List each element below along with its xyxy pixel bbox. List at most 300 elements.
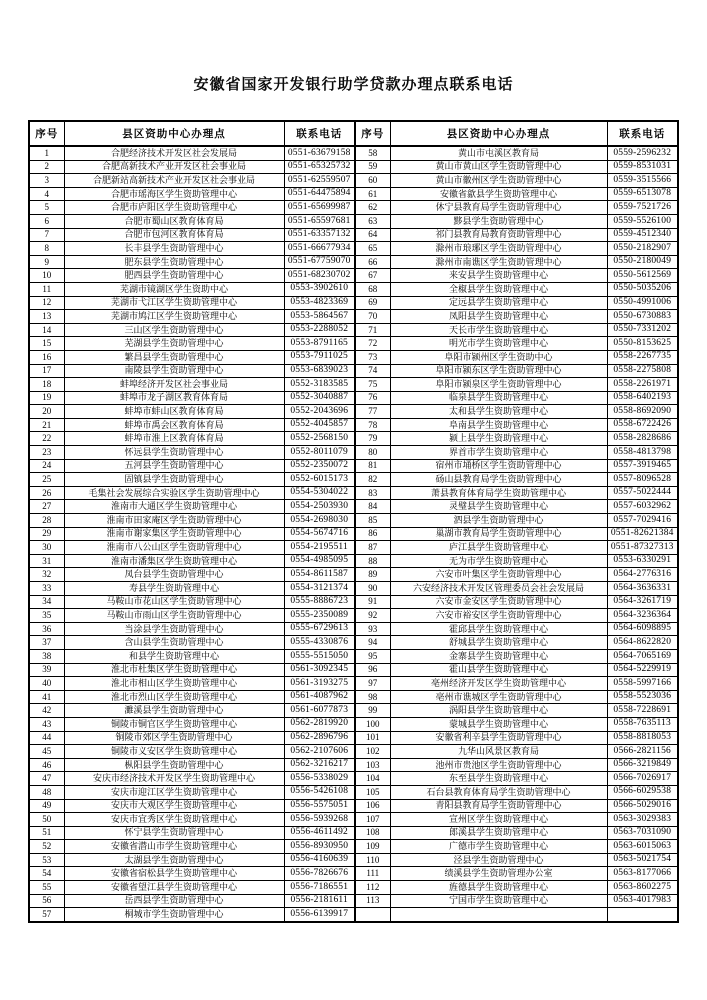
row-number-cell: 76 — [355, 391, 390, 405]
phone-number-cell: 0557-6032962 — [607, 500, 678, 514]
phone-number-cell: 0554-5304022 — [284, 486, 355, 500]
phone-number-cell: 0558-7228691 — [607, 704, 678, 718]
row-number-cell: 16 — [29, 350, 64, 364]
row-number-cell: 55 — [29, 881, 64, 895]
office-name-cell: 黟县学生资助管理中心 — [390, 214, 607, 228]
phone-number-cell: 0564-3261719 — [607, 595, 678, 609]
office-name-cell: 霍山县学生资助管理中心 — [390, 663, 607, 677]
phone-number-cell: 0550-8153625 — [607, 337, 678, 351]
table-row — [29, 310, 678, 324]
row-number-cell: 63 — [355, 214, 390, 228]
row-number-cell: 62 — [355, 201, 390, 215]
phone-number-cell: 0562-2819920 — [284, 717, 355, 731]
phone-number-cell: 0566-5029016 — [607, 799, 678, 813]
office-name-cell: 界首市学生资助管理中心 — [390, 446, 607, 460]
row-number-cell: 20 — [29, 405, 64, 419]
office-name-cell: 安庆市大观区学生资助管理中心 — [64, 799, 284, 813]
table-row — [29, 609, 678, 623]
row-number-cell: 15 — [29, 337, 64, 351]
table-row — [29, 282, 678, 296]
office-name-cell: 旌德县学生资助管理中心 — [390, 881, 607, 895]
office-name-cell: 淮南市谢家集区学生资助管理中心 — [64, 527, 284, 541]
office-name-cell: 颍上县学生资助管理中心 — [390, 432, 607, 446]
phone-number-cell: 0551-64475894 — [284, 187, 355, 201]
row-number-cell: 71 — [355, 323, 390, 337]
row-number-cell: 89 — [355, 568, 390, 582]
phone-number-cell: 0556-4611492 — [284, 826, 355, 840]
row-number-cell: 95 — [355, 649, 390, 663]
table-row — [29, 731, 678, 745]
phone-number-cell: 0564-7065169 — [607, 649, 678, 663]
row-number-cell: 99 — [355, 704, 390, 718]
row-number-cell — [355, 908, 390, 922]
table-row — [29, 704, 678, 718]
phone-number-cell: 0563-8602275 — [607, 881, 678, 895]
office-name-cell: 黄山市屯溪区教育局 — [390, 146, 607, 160]
phone-number-cell: 0550-2182907 — [607, 242, 678, 256]
phone-number-cell: 0552-8011079 — [284, 446, 355, 460]
office-name-cell: 淮南市田家庵区学生资助管理中心 — [64, 514, 284, 528]
office-name-cell: 五河县学生资助管理中心 — [64, 459, 284, 473]
row-number-cell: 52 — [29, 840, 64, 854]
table-row — [29, 772, 678, 786]
row-number-cell: 34 — [29, 595, 64, 609]
row-number-cell: 73 — [355, 350, 390, 364]
phone-number-cell: 0554-5674716 — [284, 527, 355, 541]
phone-number-cell: 0551-65699987 — [284, 201, 355, 215]
row-number-cell: 108 — [355, 826, 390, 840]
office-name-cell: 广德市学生资助管理中心 — [390, 840, 607, 854]
office-name-cell: 芜湖市弋江区学生资助管理中心 — [64, 296, 284, 310]
table-row — [29, 228, 678, 242]
phone-number-cell: 0558-4813798 — [607, 446, 678, 460]
phone-number-cell: 0556-4160639 — [284, 853, 355, 867]
row-number-cell: 1 — [29, 146, 64, 160]
table-row — [29, 840, 678, 854]
office-name-cell: 安徽省望江县学生资助管理中心 — [64, 881, 284, 895]
table-row — [29, 527, 678, 541]
row-number-cell: 3 — [29, 174, 64, 188]
row-number-cell: 22 — [29, 432, 64, 446]
phone-number-cell: 0566-7026917 — [607, 772, 678, 786]
table-row — [29, 160, 678, 174]
table-row — [29, 881, 678, 895]
phone-number-cell: 0566-3219849 — [607, 758, 678, 772]
page-title: 安徽省国家开发银行助学贷款办理点联系电话 — [193, 76, 514, 93]
row-number-cell: 7 — [29, 228, 64, 242]
table-row — [29, 622, 678, 636]
table-row — [29, 908, 678, 922]
row-number-cell: 42 — [29, 704, 64, 718]
phone-number-cell: 0551-66677934 — [284, 242, 355, 256]
office-name-cell: 全椒县学生资助管理中心 — [390, 282, 607, 296]
row-number-cell: 94 — [355, 636, 390, 650]
row-number-cell: 53 — [29, 853, 64, 867]
row-number-cell: 33 — [29, 582, 64, 596]
row-number-cell: 41 — [29, 690, 64, 704]
office-name-cell: 亳州经济开发区学生资助管理中心 — [390, 677, 607, 691]
office-name-cell: 岳西县学生资助管理中心 — [64, 894, 284, 908]
phone-number-cell: 0558-6402193 — [607, 391, 678, 405]
row-number-cell: 91 — [355, 595, 390, 609]
row-number-cell: 35 — [29, 609, 64, 623]
office-name-cell: 固镇县学生资助管理中心 — [64, 473, 284, 487]
table-row — [29, 146, 678, 160]
phone-number-cell: 0561-6077873 — [284, 704, 355, 718]
phone-number-cell: 0559-5526100 — [607, 214, 678, 228]
phone-number-cell: 0552-6015173 — [284, 473, 355, 487]
office-name-cell: 安徽省利辛县学生资助管理中心 — [390, 731, 607, 745]
row-number-cell: 101 — [355, 731, 390, 745]
phone-number-cell: 0551-82621384 — [607, 527, 678, 541]
row-number-cell: 27 — [29, 500, 64, 514]
phone-number-cell: 0551-65597681 — [284, 214, 355, 228]
office-name-cell: 淮南市大通区学生资助管理中心 — [64, 500, 284, 514]
row-number-cell: 107 — [355, 813, 390, 827]
row-number-cell: 100 — [355, 717, 390, 731]
office-name-cell: 宿州市埇桥区学生资助管理中心 — [390, 459, 607, 473]
phone-number-cell — [607, 908, 678, 922]
row-number-cell: 12 — [29, 296, 64, 310]
phone-number-cell: 0552-2043696 — [284, 405, 355, 419]
phone-number-cell: 0563-3029383 — [607, 813, 678, 827]
table-row — [29, 636, 678, 650]
office-name-cell: 怀宁县学生资助管理中心 — [64, 826, 284, 840]
office-name-cell: 安庆市宜秀区学生资助管理中心 — [64, 813, 284, 827]
phone-number-cell: 0555-4330876 — [284, 636, 355, 650]
office-name-cell: 繁昌县学生资助管理中心 — [64, 350, 284, 364]
office-name-cell: 阜阳市颍泉区学生资助管理中心 — [390, 378, 607, 392]
office-name-cell: 泗县学生资助管理中心 — [390, 514, 607, 528]
row-number-cell: 54 — [29, 867, 64, 881]
row-number-cell: 74 — [355, 364, 390, 378]
office-name-cell: 明光市学生资助管理中心 — [390, 337, 607, 351]
table-row — [29, 187, 678, 201]
row-number-cell: 90 — [355, 582, 390, 596]
table-row — [29, 350, 678, 364]
phone-number-cell: 0558-5997166 — [607, 677, 678, 691]
row-number-cell: 14 — [29, 323, 64, 337]
table-header — [29, 121, 678, 146]
row-number-cell: 86 — [355, 527, 390, 541]
phone-number-cell: 0556-2181611 — [284, 894, 355, 908]
phone-number-cell: 0562-2896796 — [284, 731, 355, 745]
office-name-cell: 来安县学生资助管理中心 — [390, 269, 607, 283]
row-number-cell: 10 — [29, 269, 64, 283]
office-name-cell: 肥西县学生资助管理中心 — [64, 269, 284, 283]
row-number-cell: 29 — [29, 527, 64, 541]
row-number-cell: 110 — [355, 853, 390, 867]
row-number-cell: 51 — [29, 826, 64, 840]
row-number-cell: 72 — [355, 337, 390, 351]
phone-number-cell: 0553-3902610 — [284, 282, 355, 296]
office-name-cell: 安庆市迎江区学生资助管理中心 — [64, 785, 284, 799]
office-name-cell: 安庆市经济技术开发区学生资助管理中心 — [64, 772, 284, 786]
office-name-cell: 六安市叶集区学生资助管理中心 — [390, 568, 607, 582]
row-number-cell: 39 — [29, 663, 64, 677]
row-number-cell: 82 — [355, 473, 390, 487]
phone-number-cell: 0554-8611587 — [284, 568, 355, 582]
phone-number-cell: 0558-5523036 — [607, 690, 678, 704]
header-phone-left: 联系电话 — [284, 121, 355, 146]
office-name-cell: 涡阳县学生资助管理中心 — [390, 704, 607, 718]
table-row — [29, 201, 678, 215]
office-name-cell: 石台县教育体育局学生资助管理中心 — [390, 785, 607, 799]
row-number-cell: 45 — [29, 745, 64, 759]
table-row — [29, 337, 678, 351]
office-name-cell: 阜南县学生资助管理中心 — [390, 418, 607, 432]
office-name-cell: 无为市学生资助管理中心 — [390, 554, 607, 568]
phone-number-cell: 0550-5612569 — [607, 269, 678, 283]
row-number-cell: 79 — [355, 432, 390, 446]
row-number-cell: 92 — [355, 609, 390, 623]
header-serial-right: 序号 — [355, 121, 390, 146]
phone-number-cell: 0554-3121374 — [284, 582, 355, 596]
table-row — [29, 418, 678, 432]
phone-number-cell: 0559-2596232 — [607, 146, 678, 160]
row-number-cell: 87 — [355, 541, 390, 555]
office-name-cell: 淮北市相山区学生资助管理中心 — [64, 677, 284, 691]
table-row — [29, 554, 678, 568]
office-name-cell: 宣州区学生资助管理中心 — [390, 813, 607, 827]
table-body — [29, 146, 678, 922]
phone-number-cell: 0556-7186551 — [284, 881, 355, 895]
office-name-cell: 南陵县学生资助管理中心 — [64, 364, 284, 378]
office-name-cell: 蚌埠市龙子湖区教育体育局 — [64, 391, 284, 405]
office-name-cell: 铜陵市义安区学生资助管理中心 — [64, 745, 284, 759]
row-number-cell: 2 — [29, 160, 64, 174]
row-number-cell: 104 — [355, 772, 390, 786]
table-row — [29, 663, 678, 677]
row-number-cell: 93 — [355, 622, 390, 636]
row-number-cell: 18 — [29, 378, 64, 392]
phone-number-cell: 0563-6015063 — [607, 840, 678, 854]
phone-number-cell: 0557-8096528 — [607, 473, 678, 487]
table-row — [29, 677, 678, 691]
office-name-cell: 萧县教育体育局学生资助管理中心 — [390, 486, 607, 500]
phone-number-cell: 0551-63357132 — [284, 228, 355, 242]
row-number-cell: 11 — [29, 282, 64, 296]
office-name-cell: 天长市学生资助管理中心 — [390, 323, 607, 337]
row-number-cell: 58 — [355, 146, 390, 160]
header-office-right: 县区资助中心办理点 — [390, 121, 607, 146]
row-number-cell: 13 — [29, 310, 64, 324]
row-number-cell: 50 — [29, 813, 64, 827]
phone-number-cell: 0550-2180049 — [607, 255, 678, 269]
office-name-cell: 长丰县学生资助管理中心 — [64, 242, 284, 256]
row-number-cell: 38 — [29, 649, 64, 663]
row-number-cell: 97 — [355, 677, 390, 691]
phone-number-cell: 0556-7826676 — [284, 867, 355, 881]
table-row — [29, 541, 678, 555]
office-name-cell: 枞阳县学生资助管理中心 — [64, 758, 284, 772]
phone-number-cell: 0555-6729613 — [284, 622, 355, 636]
phone-number-cell: 0554-2503930 — [284, 500, 355, 514]
header-serial-left: 序号 — [29, 121, 64, 146]
row-number-cell: 25 — [29, 473, 64, 487]
phone-number-cell: 0566-2821156 — [607, 745, 678, 759]
table-row — [29, 853, 678, 867]
office-name-cell: 铜陵市铜官区学生资助管理中心 — [64, 717, 284, 731]
office-name-cell: 蚌埠市淮上区教育体育局 — [64, 432, 284, 446]
phone-number-cell: 0558-2267735 — [607, 350, 678, 364]
office-name-cell: 凤台县学生资助管理中心 — [64, 568, 284, 582]
table-row — [29, 323, 678, 337]
row-number-cell: 43 — [29, 717, 64, 731]
phone-number-cell: 0561-3092345 — [284, 663, 355, 677]
office-name-cell: 芜湖市镜湖区学生资助中心 — [64, 282, 284, 296]
office-name-cell: 郎溪县学生资助管理中心 — [390, 826, 607, 840]
office-name-cell: 阜阳市颍州区学生资助中心 — [390, 350, 607, 364]
office-name-cell: 蚌埠经济开发区社会事业局 — [64, 378, 284, 392]
phone-number-cell: 0552-3040887 — [284, 391, 355, 405]
table-row — [29, 717, 678, 731]
row-number-cell: 6 — [29, 214, 64, 228]
office-name-cell: 宁国市学生资助管理中心 — [390, 894, 607, 908]
phone-number-cell: 0563-8177066 — [607, 867, 678, 881]
phone-number-cell: 0556-8930950 — [284, 840, 355, 854]
phone-number-cell: 0555-5515050 — [284, 649, 355, 663]
phone-number-cell: 0564-2776316 — [607, 568, 678, 582]
table-row — [29, 826, 678, 840]
office-name-cell: 霍邱县学生资助管理中心 — [390, 622, 607, 636]
row-number-cell: 28 — [29, 514, 64, 528]
phone-number-cell: 0557-3919465 — [607, 459, 678, 473]
row-number-cell: 85 — [355, 514, 390, 528]
office-name-cell: 怀远县学生资助管理中心 — [64, 446, 284, 460]
table-row — [29, 690, 678, 704]
office-name-cell: 肥东县学生资助管理中心 — [64, 255, 284, 269]
office-name-cell: 休宁县教育局学生资助管理中心 — [390, 201, 607, 215]
office-name-cell: 毛集社会发展综合实验区学生资助管理中心 — [64, 486, 284, 500]
office-name-cell: 绩溪县学生资助管理办公室 — [390, 867, 607, 881]
table-row — [29, 459, 678, 473]
phone-number-cell: 0558-6722426 — [607, 418, 678, 432]
row-number-cell: 78 — [355, 418, 390, 432]
phone-number-cell: 0555-8886723 — [284, 595, 355, 609]
office-name-cell: 合肥市瑶海区学生资助管理中心 — [64, 187, 284, 201]
row-number-cell: 59 — [355, 160, 390, 174]
phone-number-cell: 0558-2261971 — [607, 378, 678, 392]
phone-number-cell: 0552-2568150 — [284, 432, 355, 446]
row-number-cell: 40 — [29, 677, 64, 691]
phone-number-cell: 0555-2350089 — [284, 609, 355, 623]
table-row — [29, 269, 678, 283]
phone-number-cell: 0550-5035206 — [607, 282, 678, 296]
row-number-cell: 80 — [355, 446, 390, 460]
office-name-cell: 合肥市蜀山区教育体育局 — [64, 214, 284, 228]
row-number-cell: 105 — [355, 785, 390, 799]
phone-number-cell: 0559-6513078 — [607, 187, 678, 201]
office-name-cell: 淮南市八公山区学生资助管理中心 — [64, 541, 284, 555]
office-name-cell: 阜阳市颍东区学生资助管理中心 — [390, 364, 607, 378]
office-name-cell: 三山区学生资助管理中心 — [64, 323, 284, 337]
phone-number-cell: 0556-5939268 — [284, 813, 355, 827]
phone-number-cell: 0558-8818053 — [607, 731, 678, 745]
row-number-cell: 102 — [355, 745, 390, 759]
table-row — [29, 296, 678, 310]
row-number-cell: 46 — [29, 758, 64, 772]
table-row — [29, 473, 678, 487]
table-row — [29, 174, 678, 188]
office-name-cell: 金寨县学生资助管理中心 — [390, 649, 607, 663]
phone-number-cell: 0559-7521726 — [607, 201, 678, 215]
office-name-cell: 凤阳县学生资助管理中心 — [390, 310, 607, 324]
row-number-cell: 96 — [355, 663, 390, 677]
phone-number-cell: 0553-6839023 — [284, 364, 355, 378]
phone-number-cell: 0564-6098895 — [607, 622, 678, 636]
table-row — [29, 446, 678, 460]
office-name-cell: 临泉县学生资助管理中心 — [390, 391, 607, 405]
table-row — [29, 595, 678, 609]
phone-number-cell: 0553-7911025 — [284, 350, 355, 364]
office-name-cell: 青阳县教育局学生资助管理中心 — [390, 799, 607, 813]
row-number-cell: 60 — [355, 174, 390, 188]
table-row — [29, 867, 678, 881]
row-number-cell: 30 — [29, 541, 64, 555]
table-row — [29, 894, 678, 908]
row-number-cell: 64 — [355, 228, 390, 242]
table-row — [29, 432, 678, 446]
phone-number-cell: 0553-4823369 — [284, 296, 355, 310]
row-number-cell: 36 — [29, 622, 64, 636]
office-name-cell: 芜湖县学生资助管理中心 — [64, 337, 284, 351]
office-name-cell: 淮南市潘集区学生资助管理中心 — [64, 554, 284, 568]
office-name-cell — [390, 908, 607, 922]
phone-number-cell: 0556-5338029 — [284, 772, 355, 786]
phone-number-cell: 0566-6029538 — [607, 785, 678, 799]
row-number-cell: 19 — [29, 391, 64, 405]
office-name-cell: 六安市金安区学生资助管理中心 — [390, 595, 607, 609]
office-name-cell: 蚌埠市蚌山区教育体育局 — [64, 405, 284, 419]
office-name-cell: 安徽省潜山市学生资助管理中心 — [64, 840, 284, 854]
row-number-cell: 47 — [29, 772, 64, 786]
phone-number-cell: 0561-3193275 — [284, 677, 355, 691]
phone-number-cell: 0563-5021754 — [607, 853, 678, 867]
row-number-cell: 75 — [355, 378, 390, 392]
table-row — [29, 799, 678, 813]
phone-number-cell: 0551-62559507 — [284, 174, 355, 188]
office-name-cell: 九华山风景区教育局 — [390, 745, 607, 759]
phone-number-cell: 0552-3183585 — [284, 378, 355, 392]
table-row — [29, 785, 678, 799]
office-name-cell: 太和县学生资助管理中心 — [390, 405, 607, 419]
row-number-cell: 67 — [355, 269, 390, 283]
row-number-cell: 81 — [355, 459, 390, 473]
row-number-cell: 48 — [29, 785, 64, 799]
row-number-cell: 4 — [29, 187, 64, 201]
row-number-cell: 32 — [29, 568, 64, 582]
office-name-cell: 舒城县学生资助管理中心 — [390, 636, 607, 650]
row-number-cell: 106 — [355, 799, 390, 813]
phone-number-cell: 0558-2828686 — [607, 432, 678, 446]
table-row — [29, 378, 678, 392]
office-name-cell: 亳州市谯城区学生资助管理中心 — [390, 690, 607, 704]
row-number-cell: 70 — [355, 310, 390, 324]
office-name-cell: 芜湖市鸠江区学生资助管理中心 — [64, 310, 284, 324]
office-name-cell: 合肥新站高新技术产业开发区社会事业局 — [64, 174, 284, 188]
phone-number-cell: 0564-3236364 — [607, 609, 678, 623]
contact-table — [28, 120, 679, 923]
phone-number-cell: 0552-4045857 — [284, 418, 355, 432]
office-name-cell: 黄山市黄山区学生资助管理中心 — [390, 160, 607, 174]
header-row — [29, 121, 678, 146]
row-number-cell: 57 — [29, 908, 64, 922]
office-name-cell: 滁州市琅琊区学生资助管理中心 — [390, 242, 607, 256]
office-name-cell: 太湖县学生资助管理中心 — [64, 853, 284, 867]
phone-number-cell: 0554-4985095 — [284, 554, 355, 568]
phone-number-cell: 0556-6139917 — [284, 908, 355, 922]
